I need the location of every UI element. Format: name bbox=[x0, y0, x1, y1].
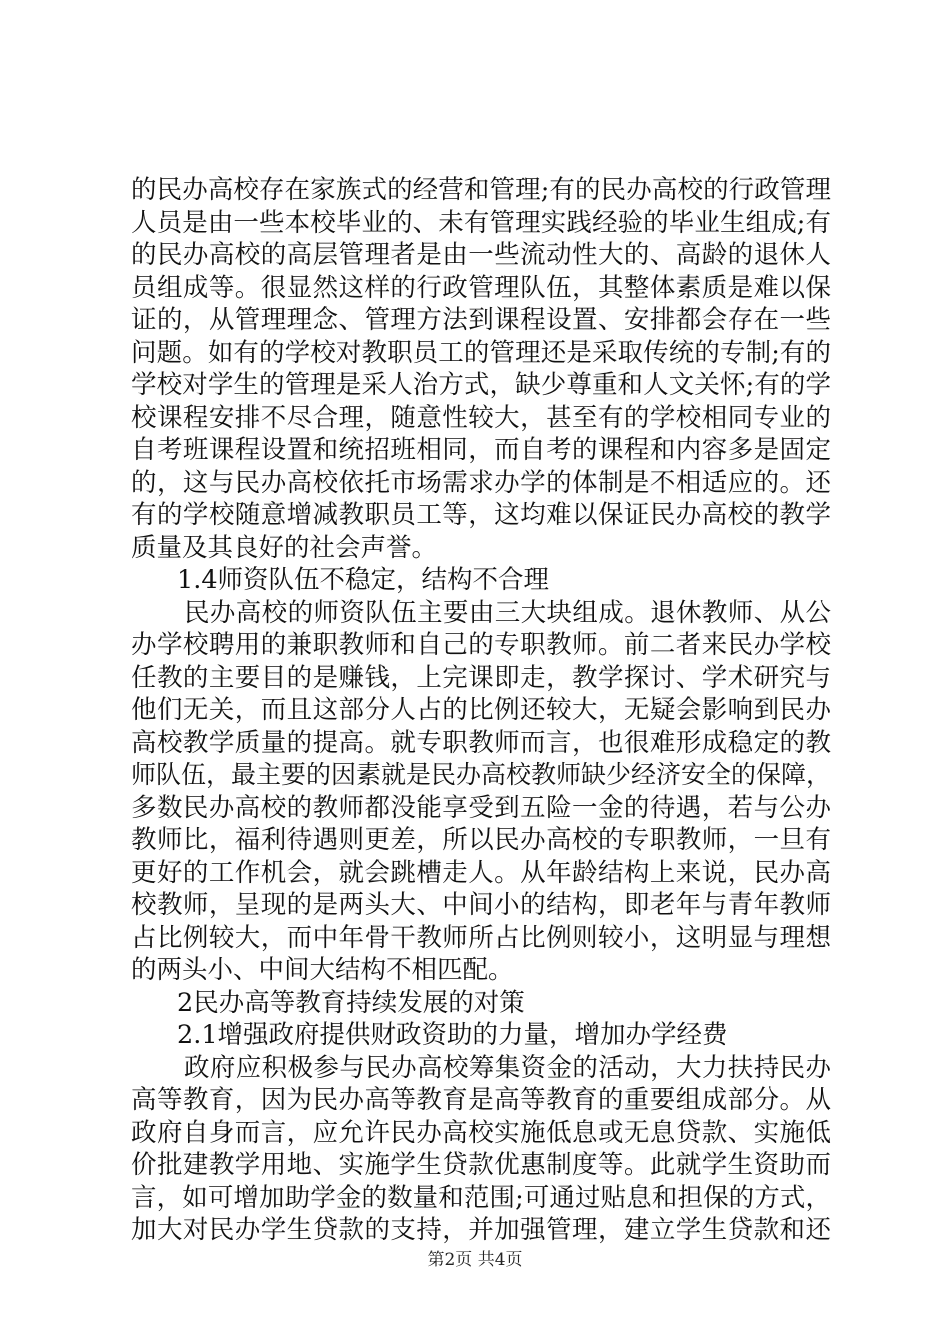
body-text-line: 校教师，呈现的是两头大、中间小的结构，即老年与青年教师 bbox=[131, 890, 831, 920]
body-text-line: 政府自身而言，应允许民办高校实施低息或无息贷款、实施低 bbox=[131, 1117, 831, 1148]
page-footer: 第2页 共4页 bbox=[427, 1250, 523, 1270]
body-text-line: 他们无关，而且这部分人占的比例还较大，无疑会影响到民办 bbox=[131, 695, 831, 725]
body-text-line: 高校教学质量的提高。就专职教师而言，也很难形成稳定的教 bbox=[131, 727, 831, 758]
body-text-line: 办学校聘用的兼职教师和自己的专职教师。前二者来民办学校 bbox=[131, 630, 831, 660]
body-text-line: 多数民办高校的教师都没能享受到五险一金的待遇，若与公办 bbox=[131, 792, 831, 823]
body-text-line: 占比例较大，而中年骨干教师所占比例则较小，这明显与理想 bbox=[131, 922, 831, 953]
section-heading: 2民办高等教育持续发展的对策 bbox=[177, 987, 525, 1018]
body-text-line: 言，如可增加助学金的数量和范围;可通过贴息和担保的方式， bbox=[131, 1182, 831, 1213]
body-text-line: 师队伍，最主要的因素就是民办高校教师缺少经济安全的保障， bbox=[131, 760, 832, 789]
body-text-line: 价批建教学用地、实施学生贷款优惠制度等。此就学生资助而 bbox=[131, 1150, 831, 1180]
body-text-line: 有的学校随意增减教职员工等，这均难以保证民办高校的教学 bbox=[131, 500, 831, 530]
body-text-line: 的民办高校的高层管理者是由一些流动性大的、高龄的退休人 bbox=[131, 240, 831, 270]
body-text-line: 的民办高校存在家族式的经营和管理;有的民办高校的行政管理 bbox=[131, 175, 831, 205]
body-text-line: 的两头小、中间大结构不相匹配。 bbox=[131, 955, 514, 985]
body-text-line: 人员是由一些本校毕业的、未有管理实践经验的毕业生组成;有 bbox=[131, 207, 831, 238]
body-text-line: 民办高校的师资队伍主要由三大块组成。退休教师、从公 bbox=[184, 597, 831, 628]
body-text-line: 加大对民办学生贷款的支持，并加强管理，建立学生贷款和还 bbox=[131, 1215, 831, 1245]
body-text-line: 任教的主要目的是赚钱，上完课即走，教学探讨、学术研究与 bbox=[131, 662, 831, 693]
section-heading: 2.1增强政府提供财政资助的力量，增加办学经费 bbox=[177, 1020, 728, 1050]
section-heading: 1.4师资队伍不稳定，结构不合理 bbox=[177, 565, 550, 595]
body-text-line: 质量及其良好的社会声誉。 bbox=[131, 532, 438, 563]
body-text-line: 问题。如有的学校对教职员工的管理还是采取传统的专制;有的 bbox=[131, 337, 831, 368]
body-text-line: 证的，从管理理念、管理方法到课程设置、安排都会存在一些 bbox=[131, 305, 831, 335]
body-text-line: 教师比，福利待遇则更差，所以民办高校的专职教师，一旦有 bbox=[131, 825, 831, 855]
body-text-line: 学校对学生的管理是采人治方式，缺少尊重和人文关怀;有的学 bbox=[131, 370, 831, 400]
body-text-line: 的，这与民办高校依托市场需求办学的体制是不相适应的。还 bbox=[131, 467, 831, 498]
body-text-line: 政府应积极参与民办高校筹集资金的活动，大力扶持民办 bbox=[184, 1052, 831, 1083]
body-text-line: 更好的工作机会，就会跳槽走人。从年龄结构上来说，民办高 bbox=[131, 857, 831, 888]
body-text-line: 校课程安排不尽合理，随意性较大，甚至有的学校相同专业的 bbox=[131, 402, 831, 433]
body-text-line: 员组成等。很显然这样的行政管理队伍，其整体素质是难以保 bbox=[131, 272, 831, 303]
body-text-line: 高等教育，因为民办高等教育是高等教育的重要组成部分。从 bbox=[131, 1085, 831, 1115]
body-text-line: 自考班课程设置和统招班相同，而自考的课程和内容多是固定 bbox=[131, 435, 831, 465]
document-body bbox=[131, 174, 831, 1247]
